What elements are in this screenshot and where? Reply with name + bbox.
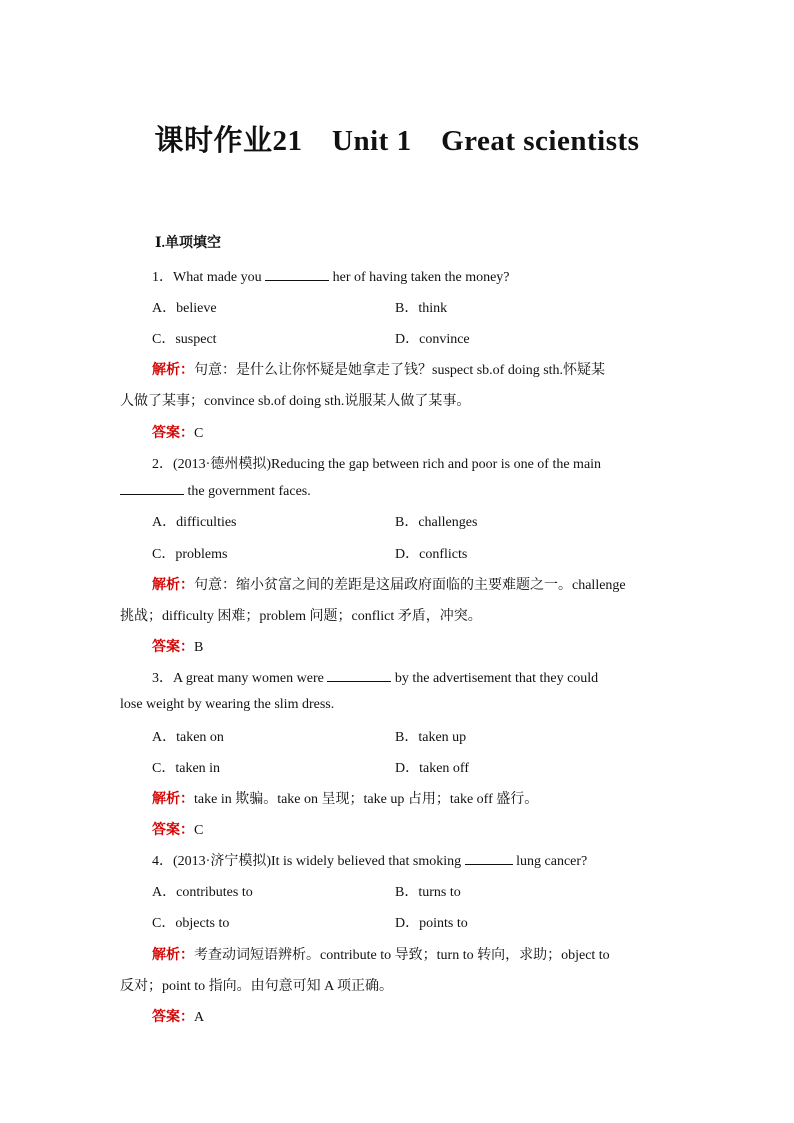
- option-d: D．points to: [395, 916, 468, 931]
- explanation-label: 解析：: [152, 363, 194, 378]
- question-text: the government faces.: [184, 484, 311, 499]
- answer-3: [152, 819, 203, 839]
- answer-value: A: [194, 1010, 205, 1025]
- answer-blank: [465, 852, 513, 865]
- option-d: D．convince: [395, 332, 470, 347]
- option-c: C．suspect: [152, 332, 217, 347]
- answer-value: C: [194, 823, 204, 838]
- answer-label: 答案：: [152, 1010, 194, 1025]
- question-text: 4．(2013·济宁模拟)It is widely believed that smoking: [152, 854, 465, 869]
- question-1-stem: [152, 266, 510, 286]
- question-4-stem: [152, 850, 587, 870]
- answer-blank: [327, 669, 391, 682]
- explanation-text: take in 欺骗。take on 呈现；take up 占用；take off 盛行。: [194, 792, 539, 807]
- explanation-label: 解析：: [152, 948, 194, 963]
- answer-label: 答案：: [152, 426, 194, 441]
- option-b: B．challenges: [395, 515, 478, 530]
- question-text: 3．A great many women were: [152, 671, 328, 686]
- explanation-text: 考查动词短语辨析。contribute to 导致；turn to 转向，求助；object to: [194, 948, 610, 963]
- explanation-1: [152, 359, 605, 379]
- answer-blank: [120, 482, 184, 495]
- answer-1: [152, 422, 203, 442]
- explanation-text: 句意：是什么让你怀疑是她拿走了钱？suspect sb.of doing sth.怀疑某: [194, 363, 606, 378]
- page-title: 课时作业21 Unit 1 Great scientists: [154, 125, 640, 157]
- answer-value: C: [194, 426, 204, 441]
- option-b: B．turns to: [395, 885, 461, 900]
- explanation-3: [152, 788, 538, 808]
- explanation-4-cont: 反对；point to 指向。由句意可知 A 项正确。: [120, 979, 394, 994]
- explanation-label: 解析：: [152, 578, 194, 593]
- question-2-stem: 2．(2013·德州模拟)Reducing the gap between rich and poor is one of the main: [152, 457, 602, 472]
- explanation-4: [152, 944, 610, 964]
- question-3-stem: [152, 667, 598, 687]
- option-b: B．think: [395, 301, 448, 316]
- option-a: A．taken on: [152, 730, 224, 745]
- question-3-stem-cont: lose weight by wearing the slim dress.: [120, 697, 335, 712]
- answer-label: 答案：: [152, 640, 194, 655]
- question-2-stem-cont: [120, 482, 311, 500]
- explanation-label: 解析：: [152, 792, 194, 807]
- option-a: A．difficulties: [152, 515, 237, 530]
- option-a: A．contributes to: [152, 885, 253, 900]
- option-d: D．conflicts: [395, 547, 468, 562]
- option-d: D．taken off: [395, 761, 469, 776]
- option-b: B．taken up: [395, 730, 467, 745]
- answer-blank: [265, 268, 329, 281]
- answer-4: [152, 1006, 204, 1026]
- question-text: by the advertisement that they could: [391, 671, 599, 686]
- answer-2: [152, 636, 203, 656]
- option-c: C．problems: [152, 547, 228, 562]
- explanation-1-cont: 人做了某事；convince sb.of doing sth.说服某人做了某事。: [120, 394, 471, 409]
- explanation-2: [152, 574, 626, 594]
- explanation-text: 句意：缩小贫富之间的差距是这届政府面临的主要难题之一。challenge: [194, 578, 626, 593]
- question-text: lung cancer?: [512, 854, 588, 869]
- option-a: A．believe: [152, 301, 217, 316]
- option-c: C．taken in: [152, 761, 221, 776]
- answer-value: B: [194, 640, 204, 655]
- question-text: 1．What made you: [152, 270, 266, 285]
- answer-label: 答案：: [152, 823, 194, 838]
- option-c: C．objects to: [152, 916, 230, 931]
- question-text: her of having taken the money?: [329, 270, 510, 285]
- explanation-2-cont: 挑战；difficulty 困难；problem 问题；conflict 矛盾，冲突。: [120, 609, 482, 624]
- section-heading: Ⅰ.单项填空: [155, 236, 222, 251]
